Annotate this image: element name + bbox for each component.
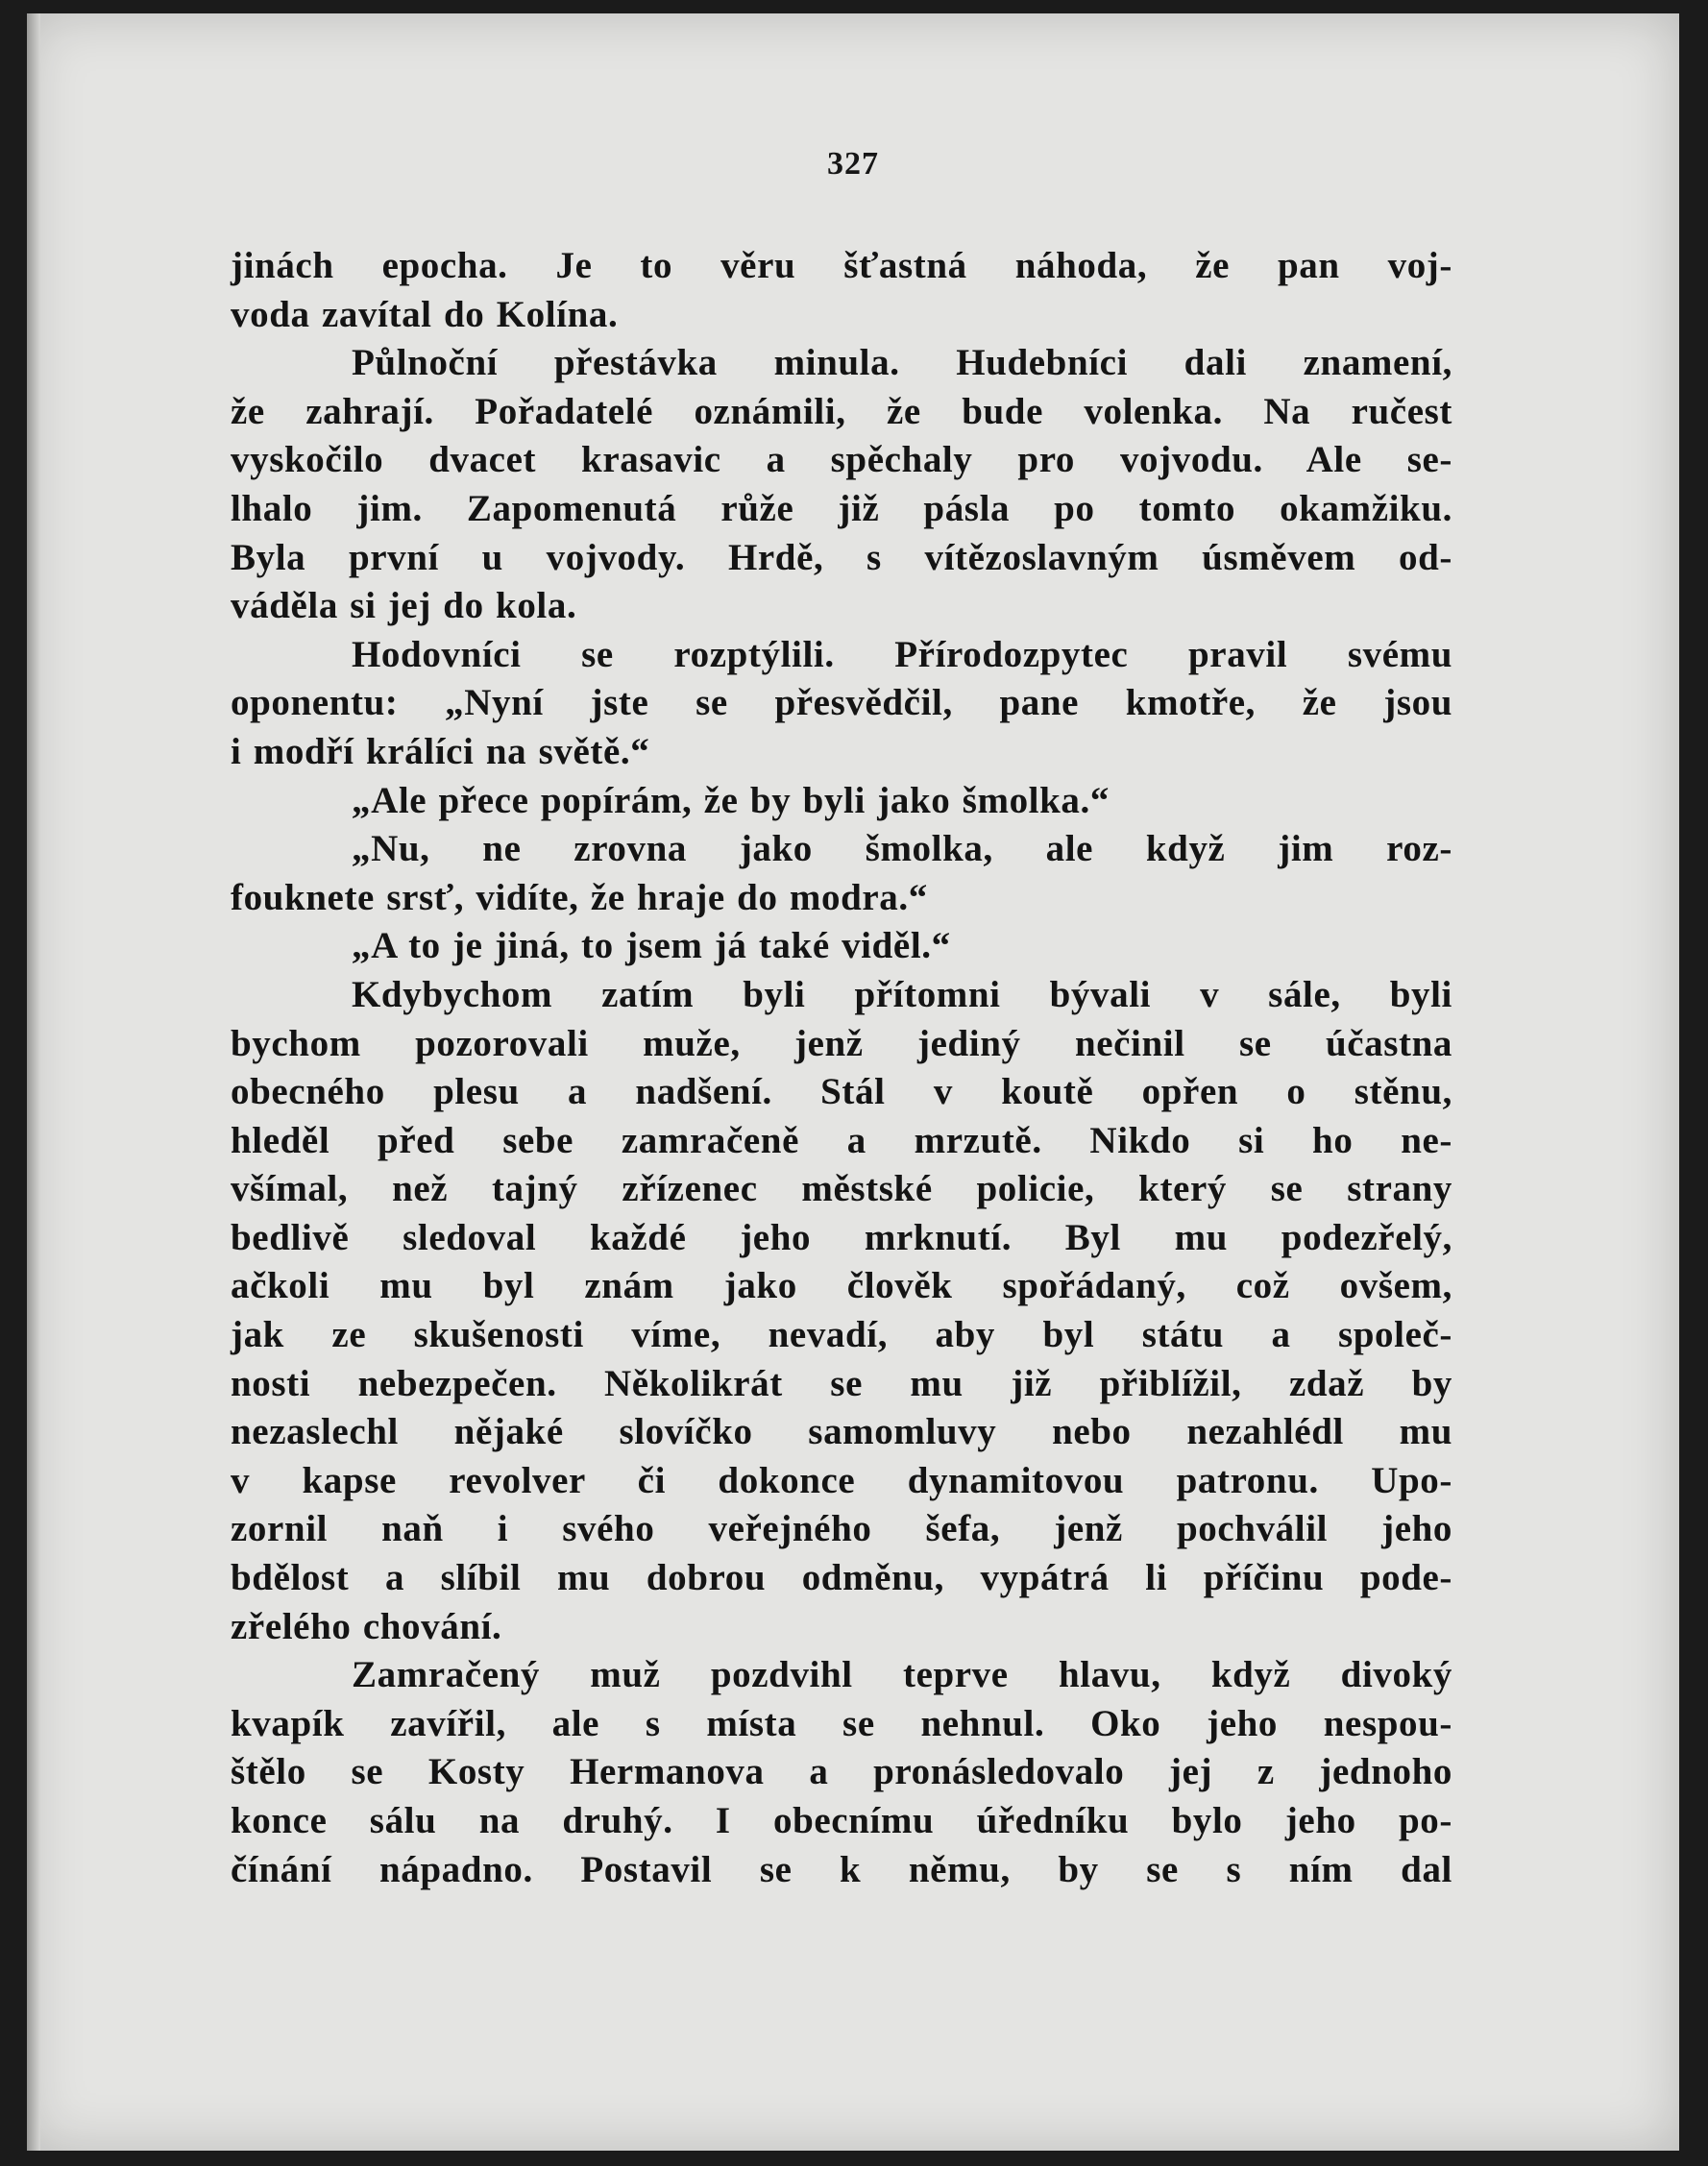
text-line: Kdybychom zatím byli přítomni bývali v sále, byli — [352, 973, 1452, 1015]
text-line: hleděl před sebe zamračeně a mrzutě. Nikdo si ho ne- — [231, 1119, 1452, 1161]
text-line: nosti nebezpečen. Několikrát se mu již přiblížil, zdaž by — [231, 1362, 1452, 1404]
text-line: štělo se Kosty Hermanova a pronásledovalo jej z jednoho — [231, 1751, 1452, 1793]
text-line: jinách epocha. Je to věru šťastná náhoda, že pan voj- — [231, 245, 1452, 286]
text-line: všímal, než tajný zřízenec městské policie, který se strany — [231, 1168, 1452, 1210]
text-line: bdělost a slíbil mu dobrou odměnu, vypátrá li příčinu pode- — [231, 1557, 1452, 1599]
text-line: Zamračený muž pozdvihl teprve hlavu, když divoký — [352, 1654, 1452, 1696]
text-line: oponentu: „Nyní jste se přesvědčil, pane kmotře, že jsou — [231, 682, 1452, 724]
text-line: „A to je jiná, to jsem já také viděl.“ — [352, 925, 951, 967]
page-binding-edge — [27, 13, 40, 2151]
text-line: kvapík zavířil, ale s místa se nehnul. Oko jeho nespou- — [231, 1702, 1452, 1744]
page-number: 327 — [827, 146, 879, 182]
text-line: Byla první u vojvody. Hrdě, s vítězoslavným úsměvem od- — [231, 536, 1452, 578]
text-line: „Nu, ne zrovna jako šmolka, ale když jim roz- — [352, 828, 1452, 870]
text-line: i modří králíci na světě.“ — [231, 730, 650, 772]
text-line: ačkoli mu byl znám jako člověk spořádaný, což ovšem, — [231, 1265, 1452, 1307]
text-line: „Ale přece popírám, že by byli jako šmolka.“ — [352, 779, 1110, 821]
text-line: nezaslechl nějaké slovíčko samomluvy nebo nezahlédl mu — [231, 1411, 1452, 1453]
body-text — [231, 242, 1452, 1894]
text-line: vyskočilo dvacet krasavic a spěchaly pro vojvodu. Ale se- — [231, 439, 1452, 481]
text-line: v kapse revolver či dokonce dynamitovou patronu. Upo- — [231, 1459, 1452, 1501]
text-line: váděla si jej do kola. — [231, 585, 577, 627]
text-line: čínání nápadno. Postavil se k němu, by se s ním dal — [231, 1848, 1452, 1890]
text-line: zřelého chování. — [231, 1605, 502, 1647]
text-line: lhalo jim. Zapomenutá růže již pásla po tomto okamžiku. — [231, 487, 1452, 529]
text-line: Hodovníci se rozptýlili. Přírodozpytec pravil svému — [352, 633, 1452, 675]
text-line: voda zavítal do Kolína. — [231, 293, 619, 335]
text-line: jak ze skušenosti víme, nevadí, aby byl státu a společ- — [231, 1314, 1452, 1356]
text-line: bychom pozorovali muže, jenž jediný nečinil se účastna — [231, 1022, 1452, 1064]
text-line: že zahrají. Pořadatelé oznámili, že bude volenka. Na ručest — [231, 390, 1452, 432]
text-line: fouknete srsť, vidíte, že hraje do modra.“ — [231, 876, 928, 918]
book-page — [27, 13, 1679, 2151]
text-line: bedlivě sledoval každé jeho mrknutí. Byl mu podezřelý, — [231, 1216, 1452, 1258]
text-line: zornil naň i svého veřejného šefa, jenž pochválil jeho — [231, 1508, 1452, 1550]
text-line: Půlnoční přestávka minula. Hudebníci dali znamení, — [352, 342, 1452, 384]
text-line: obecného plesu a nadšení. Stál v koutě opřen o stěnu, — [231, 1071, 1452, 1113]
text-line: konce sálu na druhý. I obecnímu úředníku bylo jeho po- — [231, 1800, 1452, 1841]
